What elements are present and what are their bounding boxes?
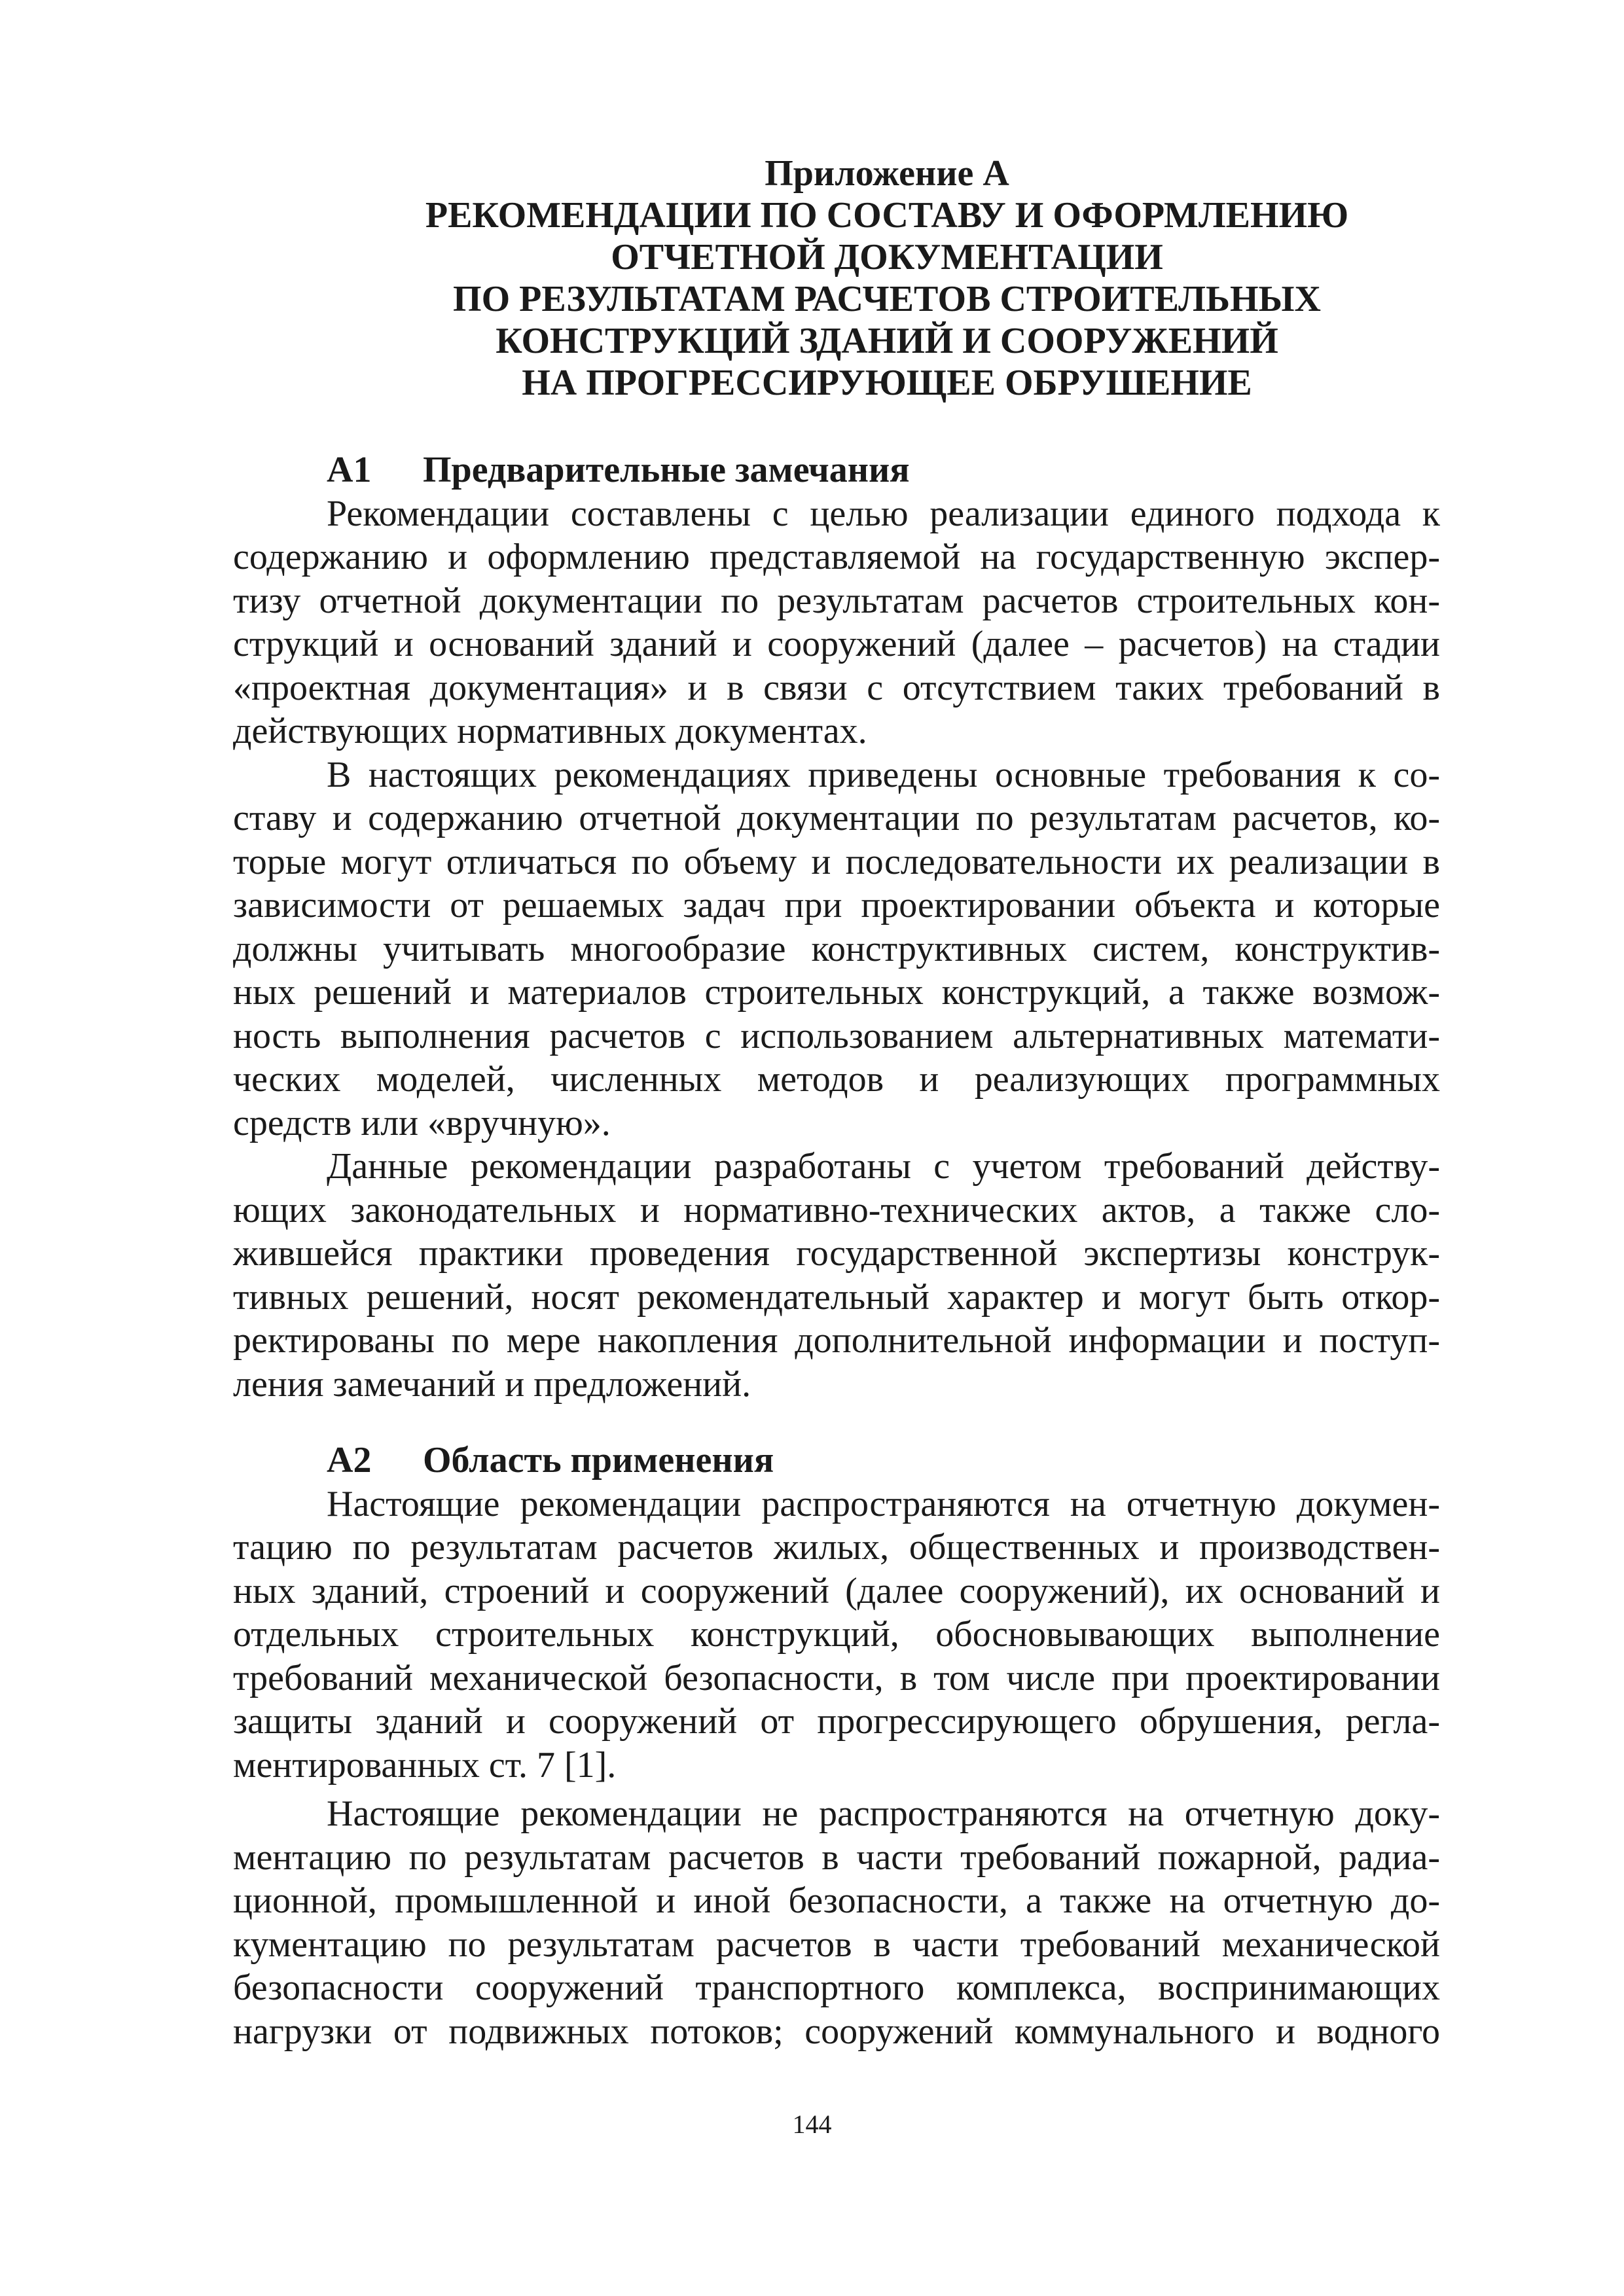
text-line: тацию по результатам расчетов жилых, общественных и производствен- [233,1527,1440,1568]
text-line: ления замечаний и предложений. [233,1363,751,1405]
text-line: безопасности сооружений транспортного комплекса, воспринимающих [233,1967,1440,2008]
paragraph [233,1145,1440,1406]
text-line: ность выполнения расчетов с использованием альтернативных математи- [233,1015,1440,1056]
appendix-subtitle-line: РЕКОМЕНДАЦИИ ПО СОСТАВУ И ОФОРМЛЕНИЮ [425,195,1349,236]
text-line: ческих моделей, численных методов и реализующих программных [233,1059,1440,1100]
text-line: действующих нормативных документах. [233,711,867,751]
text-line: тивных решений, носят рекомендательный характер и могут быть откор- [233,1276,1440,1318]
text-line: ментацию по результатам расчетов в части требований пожарной, радиа- [233,1837,1440,1878]
paragraph [233,492,1440,753]
text-line: ных решений и материалов строительных конструкций, а также возмож- [233,972,1440,1013]
text-line: Настоящие рекомендации распространяются на отчетную докумен- [327,1483,1440,1524]
text-line: зависимости от решаемых задач при проектировании объекта и которые [233,885,1440,925]
section-a1 [233,448,1440,1406]
text-line: нагрузки от подвижных потоков; сооружений коммунального и водного [233,2011,1440,2052]
appendix-title: Приложение А [765,153,1009,194]
text-line: должны учитывать многообразие конструктивных систем, конструктив- [233,928,1440,969]
text-line: ных зданий, строений и сооружений (далее сооружений), их оснований и [233,1570,1440,1611]
text-line: жившейся практики проведения государственной экспертизы конструк- [233,1233,1440,1274]
section-a2 [233,1439,1440,2053]
paragraph [233,1482,1440,1787]
text-line: ционной, промышленной и иной безопасности, а также на отчетную до- [233,1880,1440,1921]
text-line: ставу и содержанию отчетной документации по результатам расчетов, ко- [233,798,1440,838]
text-line: средств или «вручную». [233,1102,611,1143]
text-line: кументацию по результатам расчетов в части требований механической [233,1924,1440,1965]
text-line: В настоящих рекомендациях приведены основные требования к со- [327,754,1440,795]
text-line: требований механической безопасности, в том числе при проектировании [233,1657,1440,1698]
section-heading [233,448,1440,492]
text-line: «проектная документация» и в связи с отсутствием таких требований в [233,667,1440,708]
text-line: торые могут отличаться по объему и последовательности их реализации в [233,841,1440,882]
paragraph [233,1792,1440,2053]
text-line: Данные рекомендации разработаны с учетом требований действу- [327,1146,1440,1187]
section-title: Предварительные замечания [423,450,910,490]
text-line: тизу отчетной документации по результатам расчетов строительных кон- [233,580,1440,621]
text-line: ющих законодательных и нормативно-технических актов, а также сло- [233,1189,1440,1230]
text-line: Рекомендации составлены с целью реализации единого подхода к [327,493,1440,534]
section-number: А1 [327,450,372,490]
appendix-subtitle-line: НА ПРОГРЕССИРУЮЩЕЕ ОБРУШЕНИЕ [522,363,1252,403]
appendix-heading [236,152,1538,404]
text-line: ментированных ст. 7 [1]. [233,1744,617,1785]
paragraph [233,753,1440,1145]
section-title: Область применения [423,1440,774,1480]
text-line: ректированы по мере накопления дополнительной информации и поступ- [233,1320,1440,1361]
appendix-subtitle-line: ОТЧЕТНОЙ ДОКУМЕНТАЦИИ [611,237,1163,278]
text-line: струкций и оснований зданий и сооружений (далее – расчетов) на стадии [233,624,1440,664]
page-number: 144 [792,2109,832,2139]
text-line: защиты зданий и сооружений от прогрессирующего обрушения, регла- [233,1701,1440,1742]
text-line: отдельных строительных конструкций, обосновывающих выполнение [233,1614,1440,1655]
appendix-subtitle-line: ПО РЕЗУЛЬТАТАМ РАСЧЕТОВ СТРОИТЕЛЬНЫХ [453,279,1321,319]
appendix-subtitle-line: КОНСТРУКЦИЙ ЗДАНИЙ И СООРУЖЕНИЙ [496,321,1278,361]
document-body [233,448,1440,2053]
text-line: содержанию и оформлению представляемой на государственную экспер- [233,537,1440,577]
section-number: А2 [327,1440,372,1480]
section-heading [233,1439,1440,1482]
text-line: Настоящие рекомендации не распространяются на отчетную доку- [327,1793,1440,1834]
